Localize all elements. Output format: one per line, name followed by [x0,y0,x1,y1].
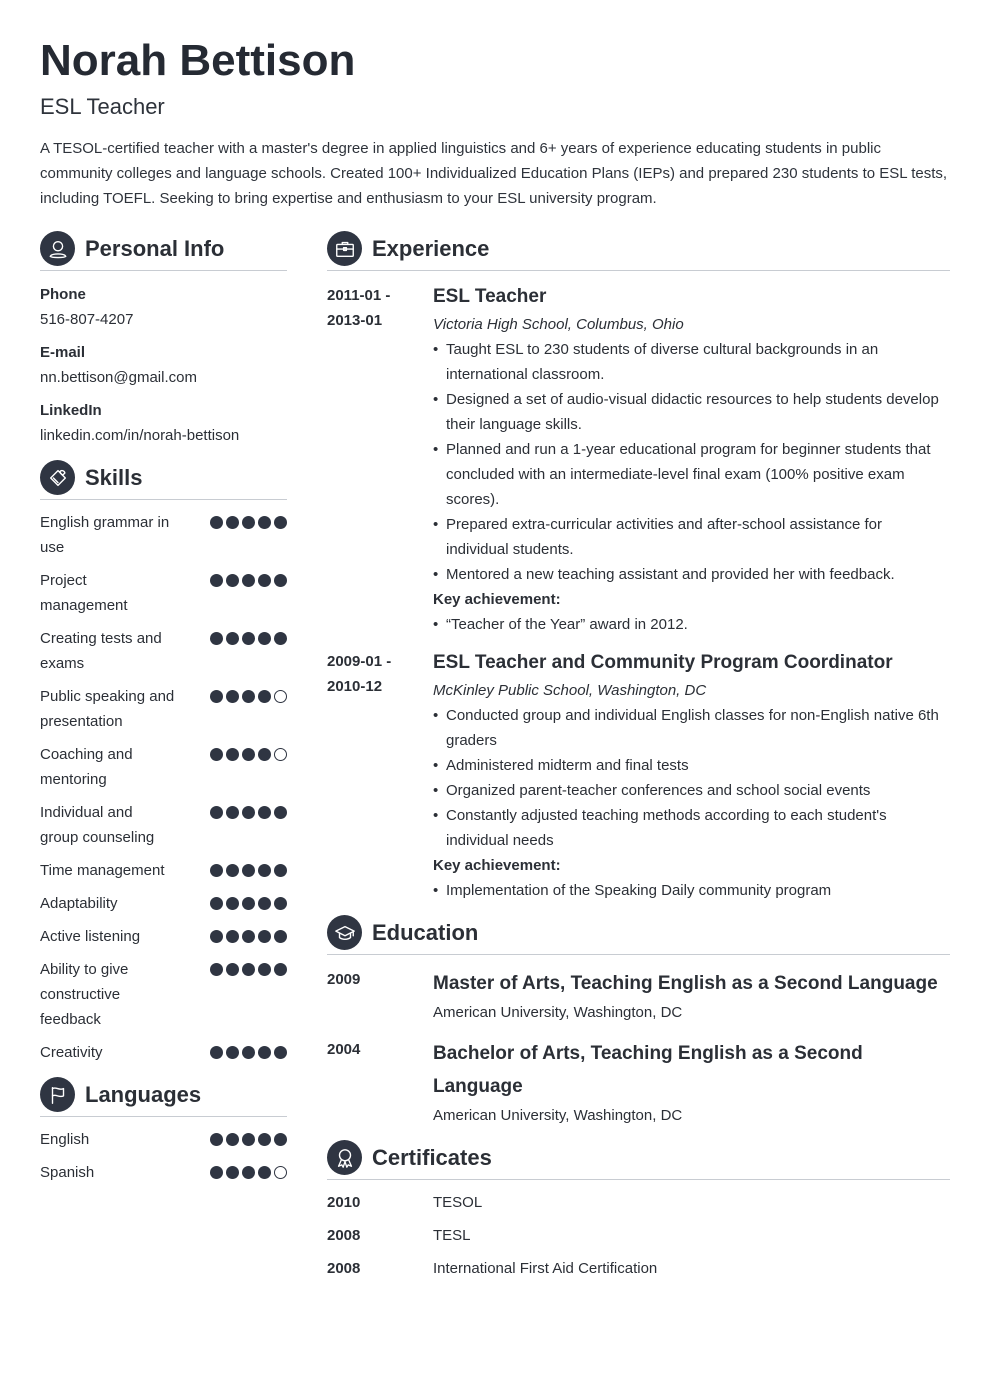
rating-dot-filled [242,963,255,976]
achievement-item: • Implementation of the Speaking Daily community program [433,878,950,903]
skill-row [40,1040,287,1065]
rating-dot-filled [210,516,223,529]
rating-dot-filled [258,632,271,645]
left-column [40,231,287,1185]
job-title: ESL Teacher and Community Program Coordinator [433,652,893,673]
certificate-year: 2010 [327,1194,361,1211]
experience-entry [327,283,950,637]
education-year: 2009 [327,971,361,988]
section-title: Skills [85,464,143,490]
skill-name: Time management [40,862,165,879]
rating-dot-filled [210,930,223,943]
responsibilities-list [433,337,950,587]
rating-dot-filled [210,1166,223,1179]
skill-name: English grammar in use [40,514,170,556]
rating-dot-empty [274,1166,287,1179]
rating-dots [210,516,287,529]
personal-item-linkedin [40,398,287,448]
date-end: 2013-01 [327,312,383,329]
section-header [40,1077,287,1117]
skills-section [40,460,287,1065]
rating-dot-filled [242,690,255,703]
language-row [40,1127,287,1152]
rating-dots [210,963,287,976]
rating-dot-filled [242,1046,255,1059]
briefcase-icon [327,231,362,266]
resume-header [40,34,950,211]
certificate-row [327,1223,950,1248]
education-list [327,967,950,1128]
achievements-list [433,878,950,903]
personal-info-section [40,231,287,448]
skill-name: Public speaking and presentation [40,688,175,730]
education-entry [327,967,950,1025]
skill-name: Individual and group counseling [40,804,155,846]
rating-dot-filled [242,930,255,943]
rating-dot-filled [242,1166,255,1179]
rating-dot-filled [274,1133,287,1146]
linkedin-label: LinkedIn [40,402,102,419]
rating-dot-filled [210,748,223,761]
rating-dot-filled [210,632,223,645]
graduation-cap-icon [327,915,362,950]
skill-row [40,568,287,618]
rating-dot-filled [274,963,287,976]
rating-dot-empty [274,748,287,761]
skill-name: Coaching and mentoring [40,746,133,788]
skill-name: Project management [40,572,128,614]
summary-paragraph: A TESOL-certified teacher with a master's degree in applied linguistics and 6+ years of experience educating students in public community colleges and language schools. Created 100+ Individualized Education Plans (IEPs) and prepared 230 students to ESL tests, including TOEFL. Seeking to bring expertise and enthusiasm to your ESL university program. [40,140,948,207]
experience-entry [327,649,950,903]
rating-dot-filled [274,516,287,529]
rating-dot-filled [258,930,271,943]
rating-dot-filled [274,864,287,877]
skill-row [40,510,287,560]
language-name: Spanish [40,1164,95,1181]
rating-dot-filled [258,806,271,819]
languages-section [40,1077,287,1185]
responsibilities-list [433,703,950,853]
responsibility-item: • Planned and run a 1-year educational program for beginner students that concluded with an intermediate-level final exam (100% positive exam scores). [433,437,950,512]
certificates-section [327,1140,950,1281]
rating-dot-filled [210,574,223,587]
flag-icon [40,1077,75,1112]
date-start: 2011-01 - [327,287,391,304]
rating-dot-filled [226,516,239,529]
experience-list [327,283,950,903]
rating-dot-empty [274,690,287,703]
rating-dots [210,574,287,587]
skill-name: Ability to give constructive feedback [40,961,129,1028]
responsibility-item: • Taught ESL to 230 students of diverse cultural backgrounds in an international classroom. [433,337,950,387]
rating-dot-filled [258,1166,271,1179]
rating-dot-filled [258,1046,271,1059]
section-title: Education [372,919,479,945]
key-achievement-label: Key achievement: [433,591,561,608]
rating-dot-filled [226,1133,239,1146]
rating-dot-filled [210,806,223,819]
certificate-name: TESL [433,1227,471,1244]
candidate-title: ESL Teacher [40,94,165,119]
responsibility-item: • Prepared extra-curricular activities and after-school assistance for individual students. [433,512,950,562]
experience-section [327,231,950,903]
award-ribbon-icon [327,1140,362,1175]
rating-dot-filled [258,516,271,529]
rating-dot-filled [242,897,255,910]
skill-row [40,626,287,676]
degree: Bachelor of Arts, Teaching English as a Second Language [433,1043,863,1097]
achievements-list [433,612,950,637]
education-year: 2004 [327,1041,361,1058]
skills-list [40,510,287,1065]
certificate-name: International First Aid Certification [433,1260,658,1277]
rating-dot-filled [226,864,239,877]
rating-dot-filled [242,748,255,761]
skill-row [40,800,287,850]
certificate-year: 2008 [327,1227,361,1244]
rating-dots [210,748,287,761]
rating-dot-filled [258,864,271,877]
skill-row [40,891,287,916]
rating-dot-filled [258,574,271,587]
rating-dot-filled [242,632,255,645]
rating-dots [210,1133,287,1146]
candidate-name: Norah Bettison [40,36,356,85]
experience-dates [327,283,433,637]
phone-value: 516-807-4207 [40,311,134,328]
rating-dot-filled [210,864,223,877]
rating-dot-filled [274,897,287,910]
date-end: 2010-12 [327,678,383,695]
skill-name: Adaptability [40,895,118,912]
rating-dot-filled [210,963,223,976]
education-section [327,915,950,1128]
rating-dot-filled [242,864,255,877]
education-body [433,1037,950,1128]
rating-dots [210,806,287,819]
rating-dots [210,1166,287,1179]
section-header [327,1140,950,1180]
school: American University, Washington, DC [433,1107,683,1124]
rating-dots [210,690,287,703]
skill-row [40,684,287,734]
rating-dot-filled [226,1046,239,1059]
rating-dot-filled [226,690,239,703]
right-column [327,231,950,1281]
rating-dot-filled [274,574,287,587]
rating-dot-filled [274,1046,287,1059]
phone-label: Phone [40,286,86,303]
section-header [40,460,287,500]
rating-dot-filled [258,1133,271,1146]
rating-dot-filled [274,806,287,819]
skill-row [40,924,287,949]
responsibility-item: • Conducted group and individual English classes for non-English native 6th graders [433,703,950,753]
achievement-item: • “Teacher of the Year” award in 2012. [433,612,950,637]
rating-dot-filled [226,632,239,645]
employer: McKinley Public School, Washington, DC [433,682,707,699]
rating-dot-filled [210,897,223,910]
rating-dots [210,1046,287,1059]
date-start: 2009-01 - [327,653,392,670]
certificates-list [327,1190,950,1281]
school: American University, Washington, DC [433,1004,683,1021]
section-title: Experience [372,235,490,261]
rating-dots [210,897,287,910]
responsibility-item: • Constantly adjusted teaching methods according to each student's individual needs [433,803,950,853]
skill-name: Creating tests and exams [40,630,162,672]
certificate-row [327,1256,950,1281]
rating-dot-filled [258,690,271,703]
rating-dot-filled [226,574,239,587]
key-achievement-label: Key achievement: [433,857,561,874]
certificate-row [327,1190,950,1215]
section-header [40,231,287,271]
skill-row [40,742,287,792]
rating-dot-filled [226,1166,239,1179]
rating-dot-filled [242,1133,255,1146]
section-title: Languages [85,1081,202,1107]
rating-dot-filled [226,897,239,910]
certificate-name: TESOL [433,1194,483,1211]
rating-dot-filled [226,963,239,976]
responsibility-item: • Designed a set of audio-visual didactic resources to help students develop their language skills. [433,387,950,437]
rating-dot-filled [258,963,271,976]
education-entry [327,1037,950,1128]
rating-dots [210,632,287,645]
rating-dot-filled [226,748,239,761]
experience-dates [327,649,433,903]
rating-dot-filled [274,632,287,645]
tools-icon [40,460,75,495]
rating-dot-filled [226,806,239,819]
responsibility-item: • Organized parent-teacher conferences and school social events [433,778,950,803]
personal-item-email [40,340,287,390]
rating-dot-filled [242,574,255,587]
rating-dot-filled [258,748,271,761]
section-title: Certificates [372,1144,492,1170]
skill-name: Active listening [40,928,141,945]
languages-list [40,1127,287,1185]
rating-dot-filled [242,516,255,529]
personal-item-phone [40,282,287,332]
personal-info-list [40,282,287,448]
section-title: Personal Info [85,235,225,261]
person-icon [40,231,75,266]
skill-row [40,957,287,1032]
rating-dot-filled [242,806,255,819]
email-label: E-mail [40,344,86,361]
education-body [433,967,950,1025]
section-header [327,231,950,271]
rating-dot-filled [258,897,271,910]
rating-dots [210,930,287,943]
experience-body [433,283,950,637]
email-value: nn.bettison@gmail.com [40,369,197,386]
responsibility-item: • Mentored a new teaching assistant and provided her with feedback. [433,562,950,587]
skill-row [40,858,287,883]
responsibility-item: • Administered midterm and final tests [433,753,950,778]
degree: Master of Arts, Teaching English as a Second Language [433,973,938,994]
experience-body [433,649,950,903]
language-name: English [40,1131,90,1148]
linkedin-value: linkedin.com/in/norah-bettison [40,427,240,444]
job-title: ESL Teacher [433,286,547,307]
rating-dot-filled [274,930,287,943]
rating-dot-filled [210,1133,223,1146]
rating-dots [210,864,287,877]
section-header [327,915,950,955]
skill-name: Creativity [40,1044,103,1061]
rating-dot-filled [210,690,223,703]
employer: Victoria High School, Columbus, Ohio [433,316,684,333]
language-row [40,1160,287,1185]
rating-dot-filled [226,930,239,943]
rating-dot-filled [210,1046,223,1059]
certificate-year: 2008 [327,1260,361,1277]
